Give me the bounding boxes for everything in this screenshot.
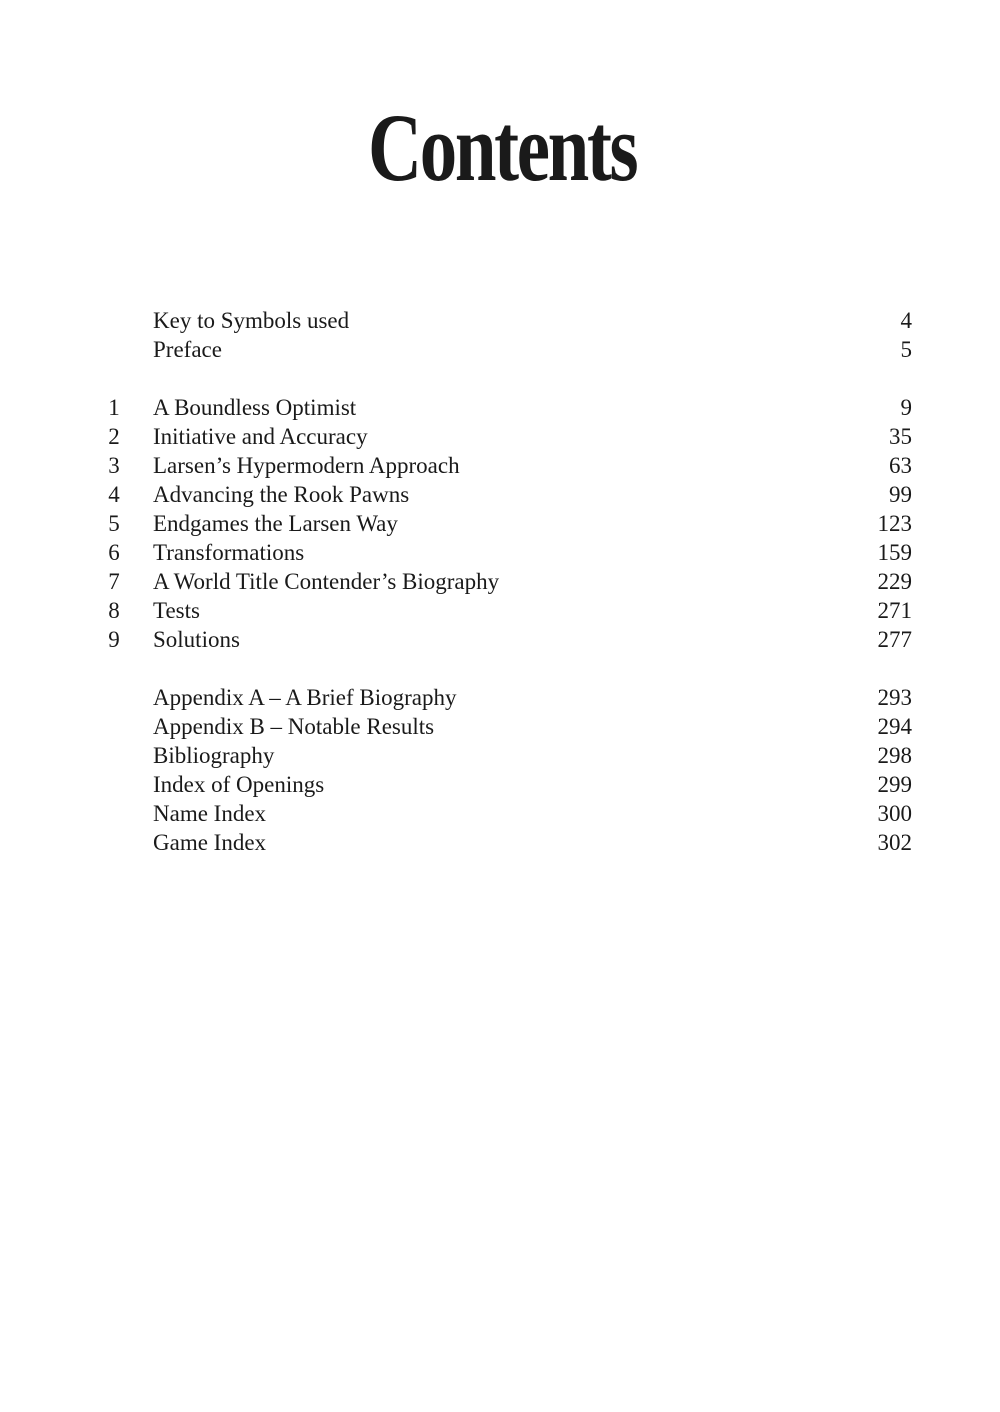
toc-entry-number: 6 bbox=[108, 540, 120, 565]
toc-entry-label: A World Title Contender’s Biography bbox=[153, 569, 500, 594]
toc-entry-page: 4 bbox=[900, 308, 912, 333]
toc-entry-label: Tests bbox=[153, 598, 200, 623]
toc-entry-page: 298 bbox=[877, 743, 912, 768]
toc-entry-page: 293 bbox=[877, 685, 912, 710]
toc-entry-page: 229 bbox=[877, 569, 912, 594]
toc-entry[interactable] bbox=[0, 799, 1000, 828]
toc-entry-page: 302 bbox=[877, 830, 912, 855]
toc-group-chapters bbox=[0, 393, 1000, 654]
toc-entry-page: 294 bbox=[877, 714, 912, 739]
toc-entry-label: Game Index bbox=[153, 830, 267, 855]
toc-entry-number: 1 bbox=[108, 395, 120, 420]
toc-entry-number: 7 bbox=[108, 569, 120, 594]
toc-entry-label: Advancing the Rook Pawns bbox=[153, 482, 410, 507]
toc-entry[interactable] bbox=[0, 306, 1000, 335]
toc-entry-page: 123 bbox=[877, 511, 912, 536]
toc-group-back-matter bbox=[0, 683, 1000, 857]
toc-entry-number: 2 bbox=[108, 424, 120, 449]
toc-entry[interactable] bbox=[0, 480, 1000, 509]
toc-entry-page: 271 bbox=[877, 598, 912, 623]
toc-entry-label: Initiative and Accuracy bbox=[153, 424, 368, 449]
toc-entry[interactable] bbox=[0, 509, 1000, 538]
toc-entry-number: 3 bbox=[108, 453, 120, 478]
page-title: Contents bbox=[368, 94, 637, 201]
toc-entry-label: Endgames the Larsen Way bbox=[153, 511, 398, 536]
toc-entry-number: 8 bbox=[108, 598, 120, 623]
toc-entry[interactable] bbox=[0, 712, 1000, 741]
toc-entry-page: 277 bbox=[877, 627, 912, 652]
toc-entry[interactable] bbox=[0, 683, 1000, 712]
toc-entry[interactable] bbox=[0, 828, 1000, 857]
toc-entry[interactable] bbox=[0, 538, 1000, 567]
toc-entry-label: Bibliography bbox=[153, 743, 275, 768]
toc-entry-label: Index of Openings bbox=[153, 772, 325, 797]
toc-entry[interactable] bbox=[0, 335, 1000, 364]
toc-entry[interactable] bbox=[0, 596, 1000, 625]
toc-entry[interactable] bbox=[0, 625, 1000, 654]
toc-entry-page: 5 bbox=[900, 337, 912, 362]
toc-entry-label: Transformations bbox=[153, 540, 305, 565]
toc-entry-page: 9 bbox=[900, 395, 912, 420]
toc-entry-label: Appendix A – A Brief Biography bbox=[153, 685, 457, 710]
toc-entry-label: Key to Symbols used bbox=[153, 308, 350, 333]
toc-entry[interactable] bbox=[0, 451, 1000, 480]
toc-entry-number: 9 bbox=[108, 627, 120, 652]
table-of-contents bbox=[0, 306, 1000, 886]
toc-entry-page: 299 bbox=[877, 772, 912, 797]
toc-entry-label: Preface bbox=[153, 337, 222, 362]
toc-entry[interactable] bbox=[0, 422, 1000, 451]
toc-entry[interactable] bbox=[0, 770, 1000, 799]
toc-entry-page: 63 bbox=[889, 453, 912, 478]
toc-entry[interactable] bbox=[0, 741, 1000, 770]
toc-entry-page: 99 bbox=[889, 482, 912, 507]
toc-entry-label: A Boundless Optimist bbox=[153, 395, 357, 420]
toc-entry-label: Solutions bbox=[153, 627, 240, 652]
toc-entry[interactable] bbox=[0, 393, 1000, 422]
toc-entry-number: 5 bbox=[108, 511, 120, 536]
toc-entry-page: 159 bbox=[877, 540, 912, 565]
toc-entry-page: 35 bbox=[889, 424, 912, 449]
toc-entry-label: Larsen’s Hypermodern Approach bbox=[153, 453, 460, 478]
toc-entry-label: Appendix B – Notable Results bbox=[153, 714, 435, 739]
toc-entry-label: Name Index bbox=[153, 801, 267, 826]
toc-entry[interactable] bbox=[0, 567, 1000, 596]
toc-entry-number: 4 bbox=[108, 482, 120, 507]
toc-group-front-matter bbox=[0, 306, 1000, 364]
toc-entry-page: 300 bbox=[877, 801, 912, 826]
